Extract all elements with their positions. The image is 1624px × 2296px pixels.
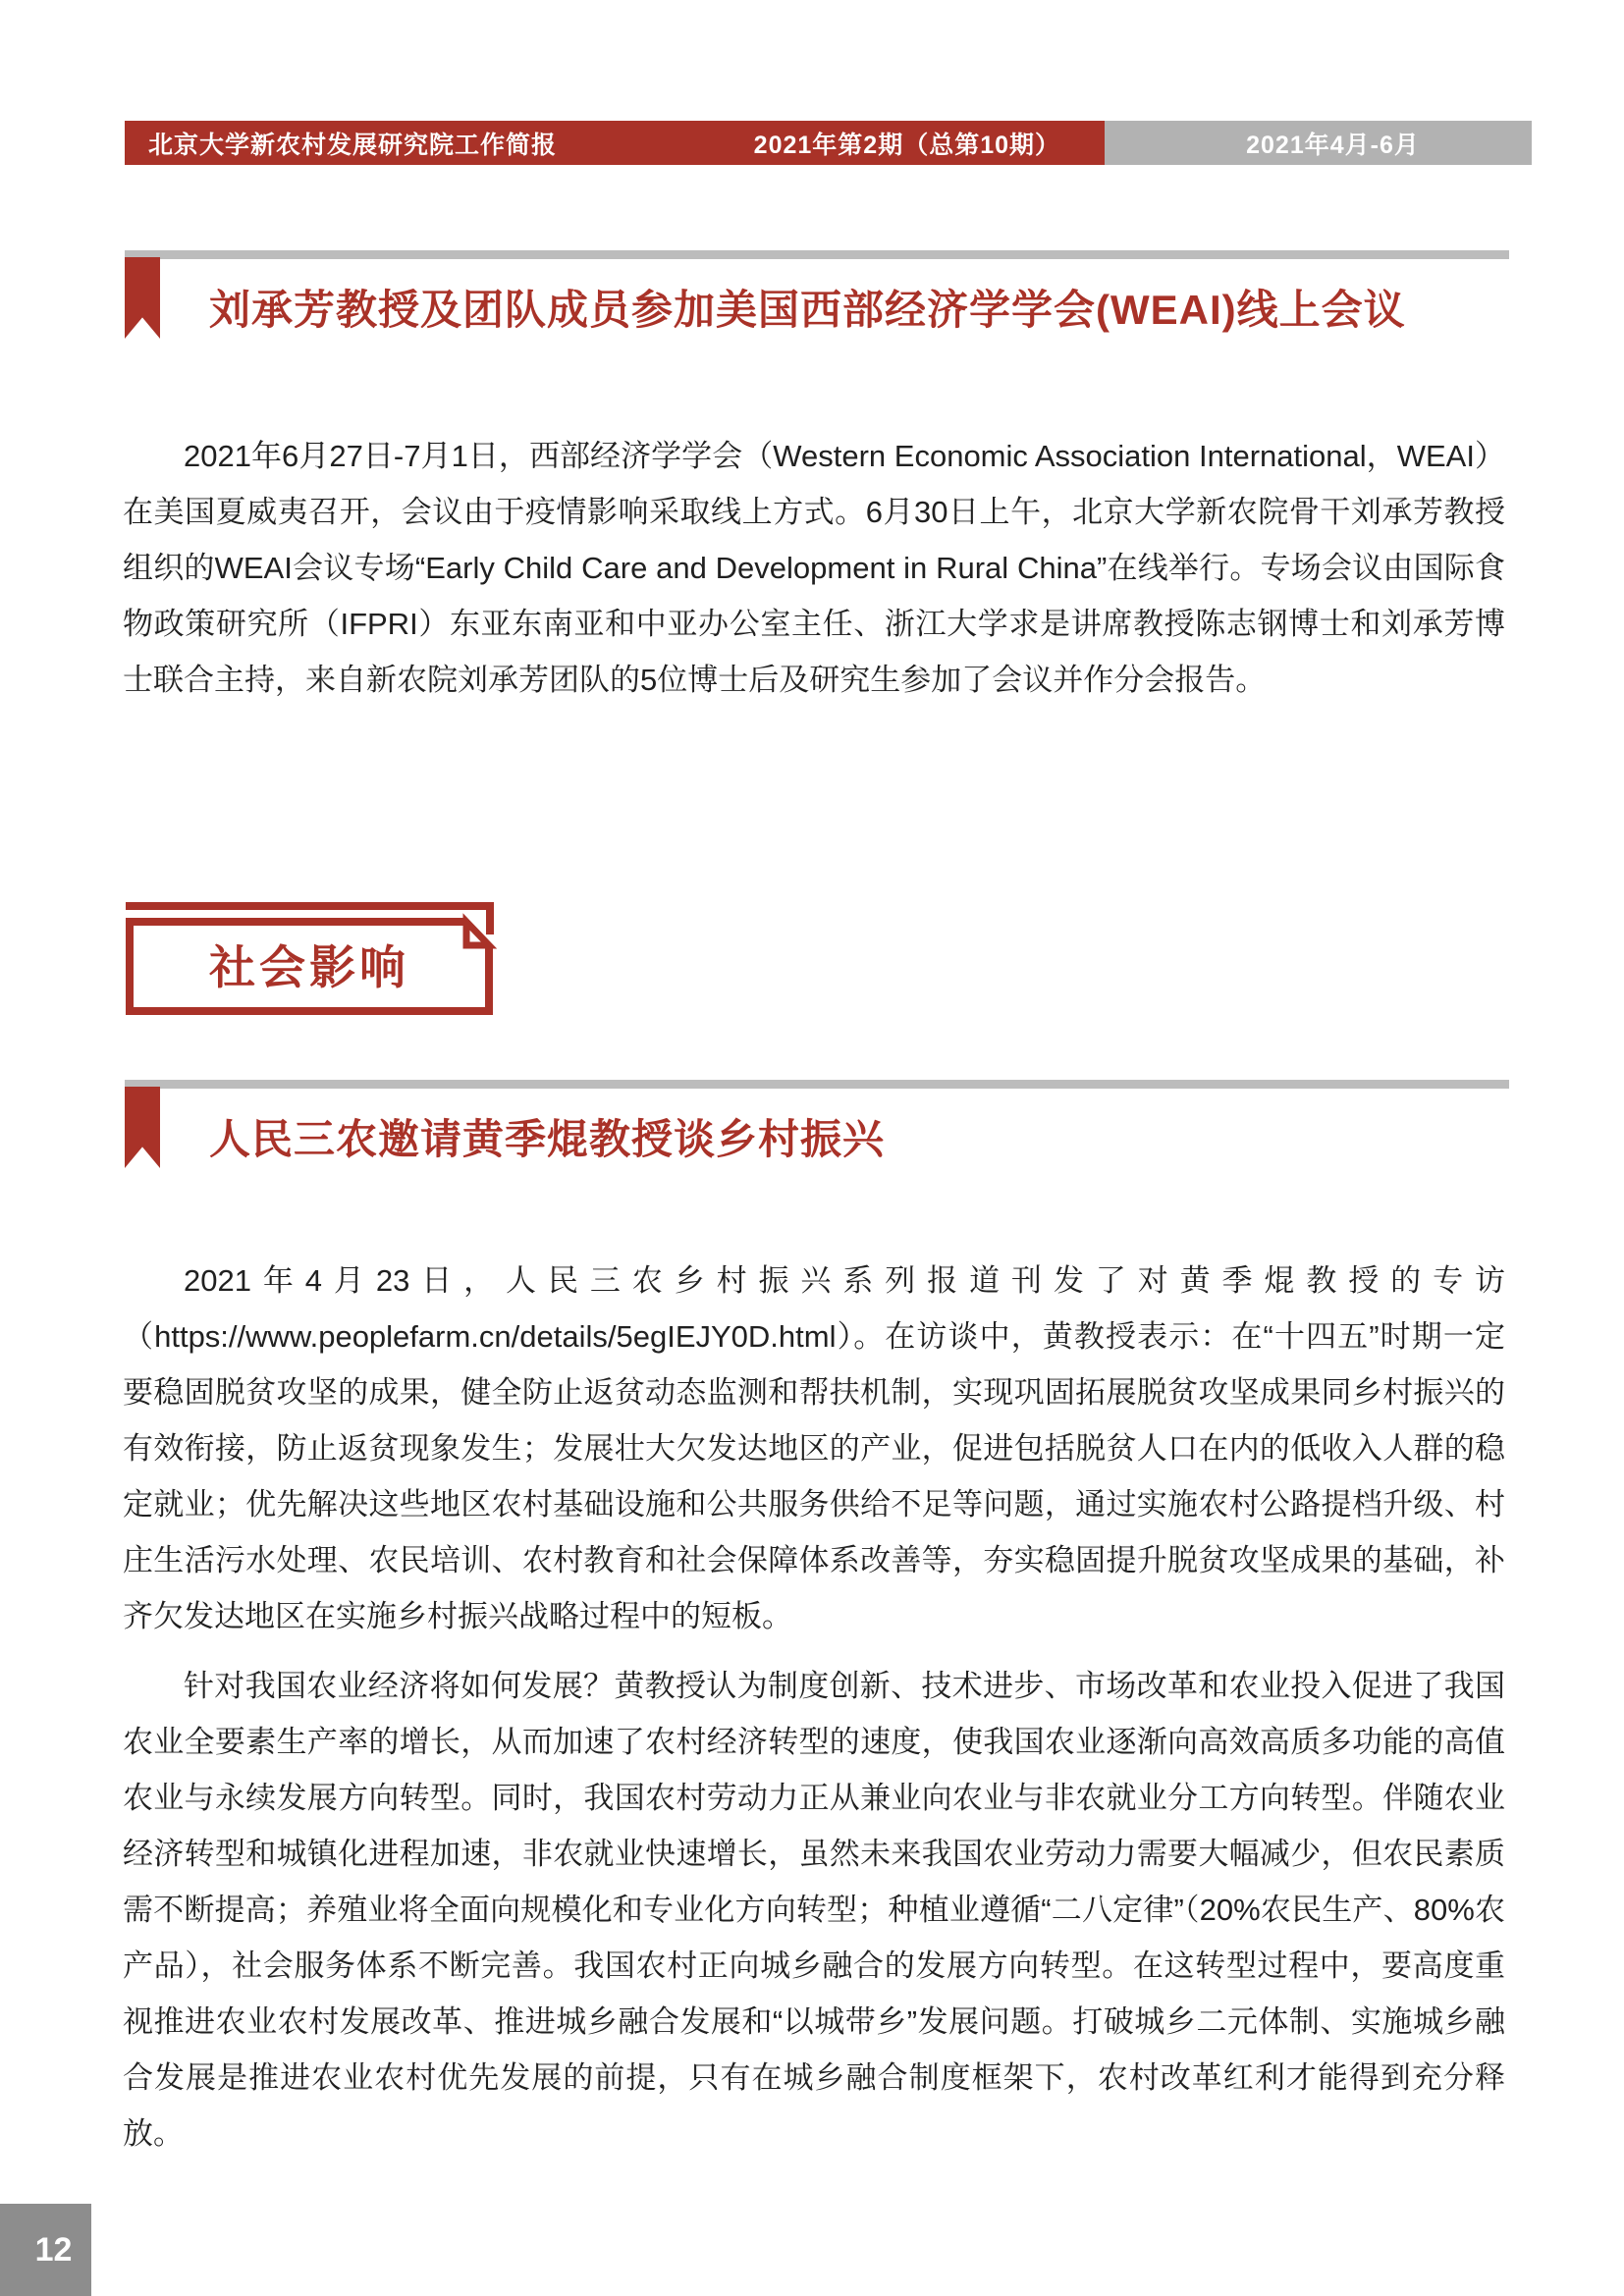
folded-label-frame-icon — [123, 899, 498, 1019]
divider-label: 社会影响 — [209, 941, 409, 993]
header-band — [125, 121, 1532, 165]
header-issue-label: 2021年第2期（总第10期） — [753, 131, 1060, 159]
section-heading-renmin-sannong — [125, 1080, 1509, 1178]
section-heading-weai — [125, 250, 1509, 348]
heading-underlay-bar — [125, 250, 1509, 259]
paragraph: 2021年4月23日，人民三农乡村振兴系列报道刊发了对黄季焜教授的专访（https://www.peoplefarm.cn/details/5egIEJY0D.html）。在访谈中，黄教授表示：在“十四五”时期一定要稳固脱贫攻坚的成果，健全防止返贫动态监测和帮扶机制，实现巩固拓展脱贫攻坚成果同乡村振兴的有效衔接，防止返贫现象发生；发展壮大欠发达地区的产业，促进包括脱贫人口在内的低收入人群的稳定就业；优先解决这些地区农村基础设施和公共服务供给不足等问题，通过实施农村公路提档升级、村庄生活污水处理、农民培训、农村教育和社会保障体系改善等，夯实稳固提升脱贫攻坚成果的基础，补齐欠发达地区在实施乡村振兴战略过程中的短板。 — [123, 1263, 1505, 1633]
header-period-label: 2021年4月-6月 — [1246, 131, 1420, 159]
ribbon-bookmark-icon — [125, 1087, 160, 1168]
page-number-box — [0, 2204, 91, 2296]
header-newsletter-title: 北京大学新农村发展研究院工作简报 — [148, 131, 558, 159]
social-impact-divider — [123, 899, 498, 1019]
page-number: 12 — [34, 2230, 73, 2269]
header-red-segment — [125, 121, 1105, 165]
header-gray-segment — [1105, 121, 1532, 165]
section-title: 人民三农邀请黄季焜教授谈乡村振兴 — [209, 1116, 886, 1162]
section-title: 刘承芳教授及团队成员参加美国西部经济学学会(WEAI)线上会议 — [209, 287, 1406, 333]
paragraph: 针对我国农业经济将如何发展？黄教授认为制度创新、技术进步、市场改革和农业投入促进了我国农业全要素生产率的增长，从而加速了农村经济转型的速度，使我国农业逐渐向高效高质多功能的高值农业与永续发展方向转型。同时，我国农村劳动力正从兼业向农业与非农就业分工方向转型。伴随农业经济转型和城镇化进程加速，非农就业快速增长，虽然未来我国农业劳动力需要大幅减少，但农民素质需不断提高；养殖业将全面向规模化和专业化方向转型；种植业遵循“二八定律”（20%农民生产、80%农产品），社会服务体系不断完善。我国农村正向城乡融合的发展方向转型。在这转型过程中，要高度重视推进农业农村发展改革、推进城乡融合发展和“以城带乡”发展问题。打破城乡二元体制、实施城乡融合发展是推进农业农村优先发展的前提，只有在城乡融合制度框架下，农村改革红利才能得到充分释放。 — [123, 1669, 1505, 2151]
article-weai — [123, 428, 1505, 721]
ribbon-bookmark-icon — [125, 257, 160, 339]
paragraph: 2021年6月27日-7月1日，西部经济学学会（Western Economic Association International，WEAI）在美国夏威夷召开，会议由于疫情影响采取线上方式。6月30日上午，北京大学新农院骨干刘承芳教授组织的WEAI会议专场“Early Child Care and Development in Rural China”在线举行。专场会议由国际食物政策研究所（IFPRI）东亚东南亚和中亚办公室主任、浙江大学求是讲席教授陈志钢博士和刘承芳博士联合主持，来自新农院刘承芳团队的5位博士后及研究生参加了会议并作分会报告。 — [123, 439, 1505, 697]
heading-underlay-bar — [125, 1080, 1509, 1089]
article-rural-revitalization — [123, 1253, 1505, 2175]
